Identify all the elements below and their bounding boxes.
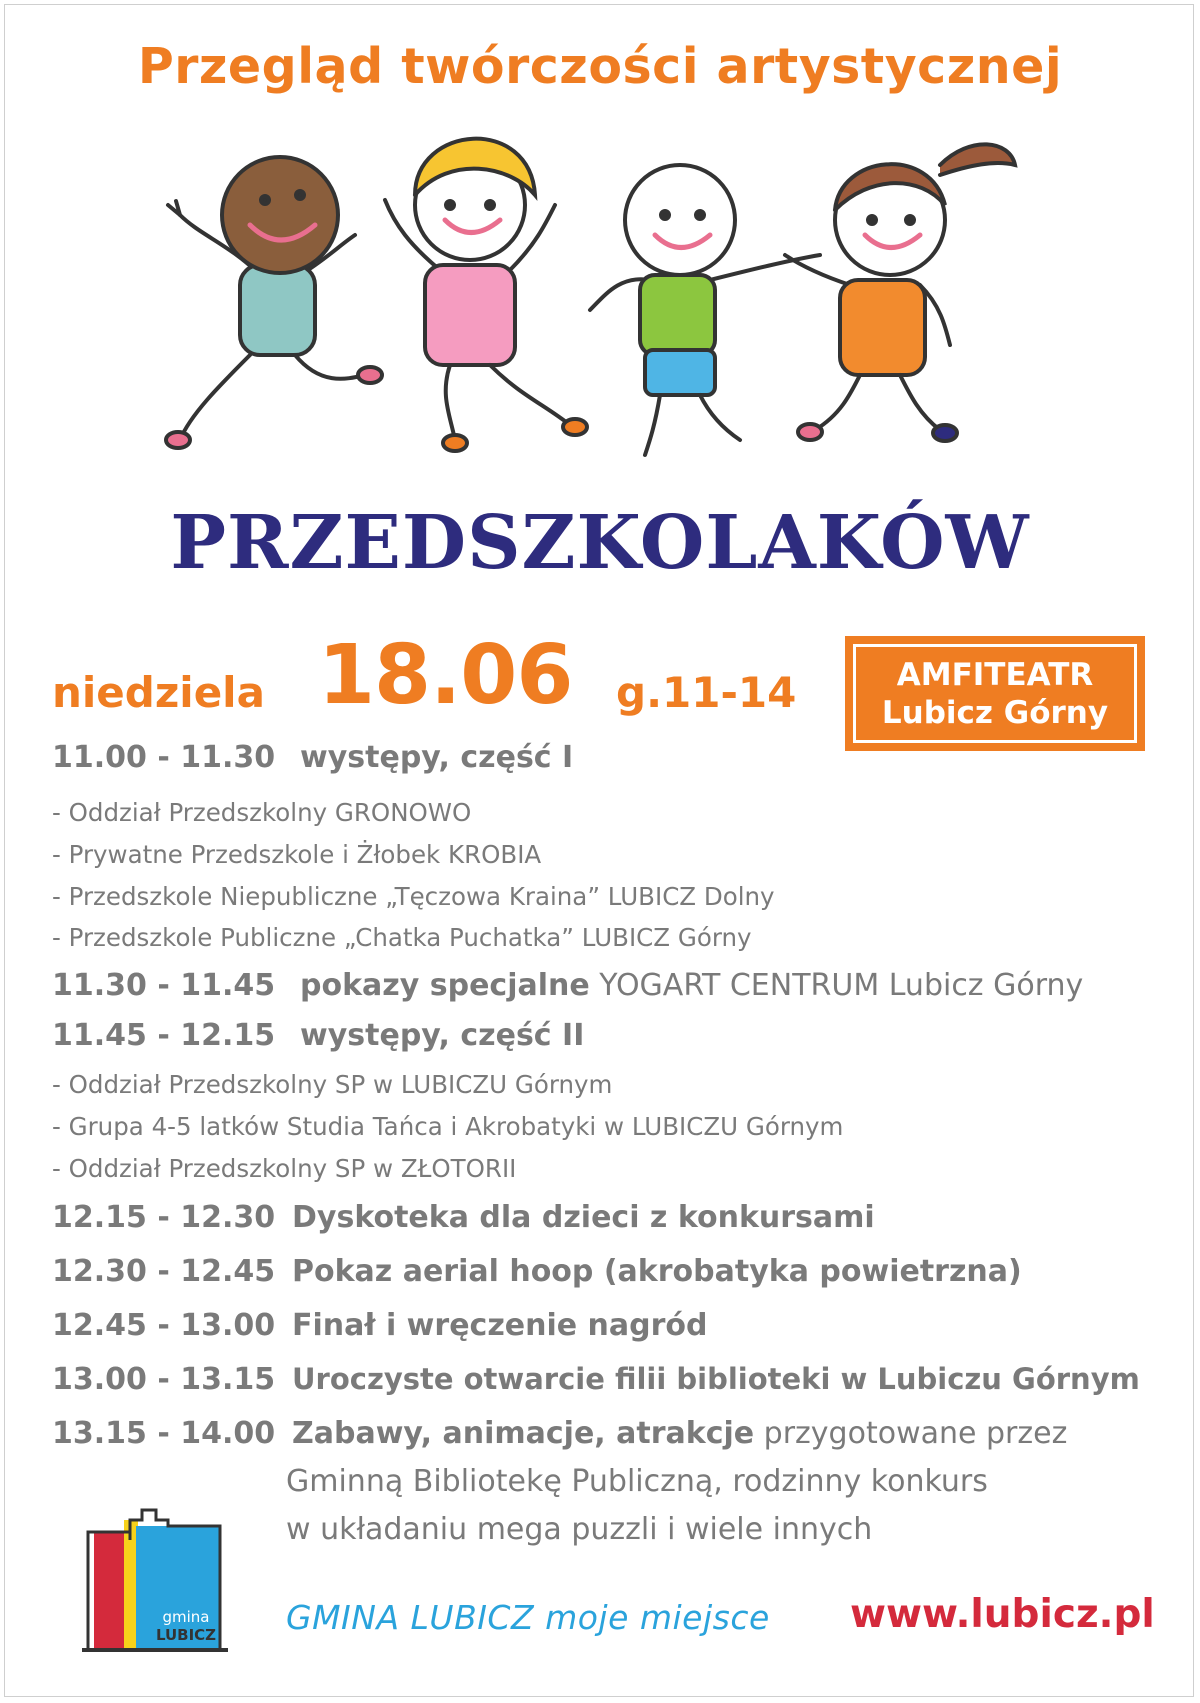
schedule-title: Zabawy, animacje, atrakcje	[292, 1416, 755, 1451]
child-4-figure	[785, 144, 1015, 441]
schedule-detail-line: Gminną Bibliotekę Publiczną, rodzinny konkurs	[286, 1464, 988, 1499]
list-item: - Przedszkole Publiczne „Chatka Puchatka” LUBICZ Górny	[52, 923, 752, 952]
schedule-time: 12.45 - 13.00	[52, 1308, 276, 1343]
logo-text-bottom: LUBICZ	[155, 1626, 217, 1644]
child-1-figure	[166, 157, 382, 448]
schedule-detail: YOGART CENTRUM Lubicz Górny	[589, 968, 1084, 1003]
schedule-title: pokazy specjalne	[300, 968, 590, 1003]
venue-line-2: Lubicz Górny	[881, 694, 1109, 731]
list-item: - Przedszkole Niepubliczne „Tęczowa Kraina” LUBICZ Dolny	[52, 882, 775, 911]
child-3-figure	[590, 165, 820, 455]
schedule-title: Dyskoteka dla dzieci z konkursami	[292, 1200, 875, 1235]
venue-line-1: AMFITEATR	[896, 656, 1094, 693]
schedule-time: 11.00 - 11.30	[52, 740, 276, 775]
list-item: - Prywatne Przedszkole i Żłobek KROBIA	[52, 840, 542, 869]
list-item: - Oddział Przedszkolny SP w ZŁOTORII	[52, 1154, 517, 1183]
dancing-children-illustration	[150, 95, 1050, 495]
logo-text-top: gmina	[162, 1608, 210, 1626]
event-date: 18.06	[318, 628, 573, 723]
schedule-title: występy, część I	[300, 740, 574, 775]
main-title: PRZEDSZKOLAKÓW	[170, 500, 1030, 586]
list-item: - Oddział Przedszkolny GRONOWO	[52, 798, 472, 827]
event-day: niedziela	[52, 668, 265, 717]
schedule-detail-line: w układaniu mega puzzli i wiele innych	[286, 1512, 873, 1547]
schedule-title: występy, część II	[300, 1018, 585, 1053]
schedule-title: Finał i wręczenie nagród	[292, 1308, 708, 1343]
event-hours: g.11-14	[616, 668, 797, 717]
schedule-time: 11.45 - 12.15	[52, 1018, 276, 1053]
list-item: - Oddział Przedszkolny SP w LUBICZU Górnym	[52, 1070, 613, 1099]
poster-subtitle: Przegląd twórczości artystycznej	[137, 38, 1063, 95]
schedule-time: 12.15 - 12.30	[52, 1200, 276, 1235]
schedule-time: 13.00 - 13.15	[52, 1362, 276, 1397]
schedule-time: 12.30 - 12.45	[52, 1254, 276, 1289]
child-2-figure	[385, 139, 587, 451]
list-item: - Grupa 4-5 latków Studia Tańca i Akrobatyki w LUBICZU Górnym	[52, 1112, 844, 1141]
schedule-detail: przygotowane przez	[754, 1416, 1068, 1451]
schedule-time: 11.30 - 11.45	[52, 968, 276, 1003]
footer-website-link[interactable]: www.lubicz.pl	[850, 1592, 1155, 1637]
schedule-title: Uroczyste otwarcie filii biblioteki w Lubiczu Górnym	[292, 1362, 1140, 1396]
schedule-title: Pokaz aerial hoop (akrobatyka powietrzna)	[292, 1254, 1022, 1289]
gmina-lubicz-logo	[78, 1500, 248, 1670]
venue-box	[845, 636, 1145, 751]
footer-slogan: GMINA LUBICZ moje miejsce	[286, 1598, 770, 1637]
schedule-time: 13.15 - 14.00	[52, 1416, 276, 1451]
